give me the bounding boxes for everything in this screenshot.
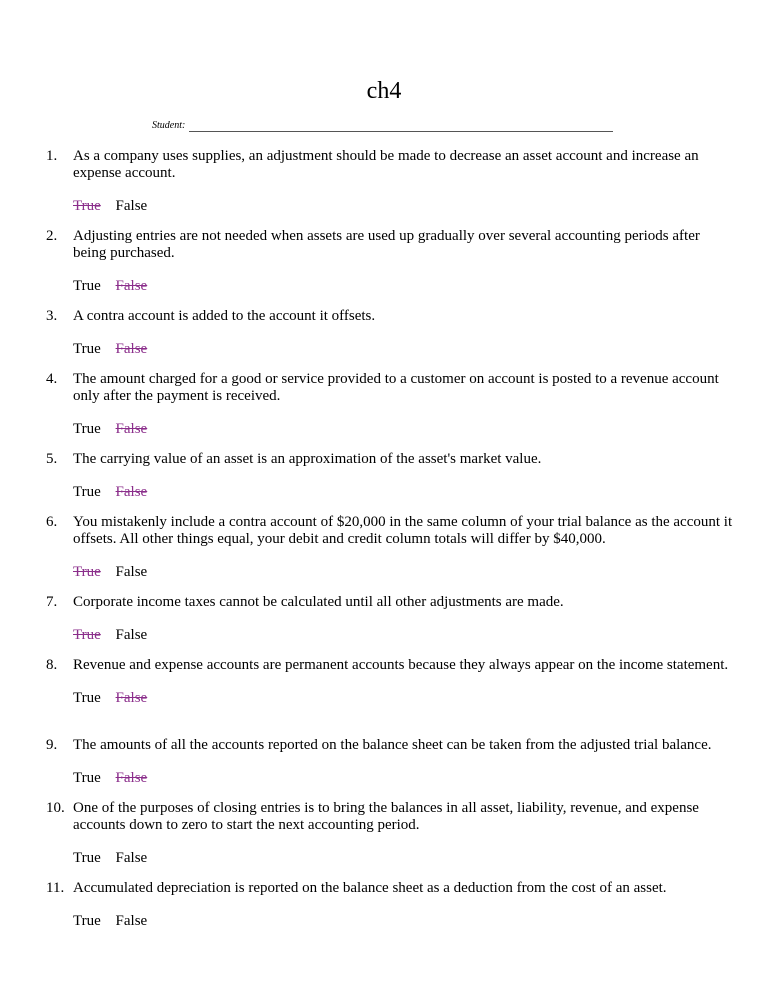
question-item <box>34 800 734 867</box>
question-item <box>34 594 734 644</box>
question-item <box>34 880 734 930</box>
question-item <box>34 228 734 295</box>
question-text: Corporate income taxes cannot be calculated until all other adjustments are made. <box>73 594 564 610</box>
option-false[interactable]: False <box>115 690 148 706</box>
question-number: 11. <box>46 880 65 896</box>
answer-options <box>73 913 734 930</box>
option-false[interactable]: False <box>115 913 148 929</box>
option-true[interactable]: True <box>73 484 101 500</box>
question-text: The amounts of all the accounts reported on the balance sheet can be taken from the adjusted trial balance. <box>73 737 712 753</box>
option-false[interactable]: False <box>115 484 148 500</box>
question-number: 9. <box>46 737 58 753</box>
option-false[interactable]: False <box>115 627 148 643</box>
answer-options <box>73 484 734 501</box>
question-number: 5. <box>46 451 58 467</box>
question-text: Accumulated depreciation is reported on the balance sheet as a deduction from the cost of an asset. <box>73 880 667 896</box>
option-true[interactable]: True <box>73 564 101 580</box>
question-item <box>34 737 734 787</box>
page-title: ch4 <box>366 78 402 104</box>
question-number: 1. <box>46 148 58 164</box>
question-item <box>34 148 734 215</box>
question-number: 4. <box>46 371 58 387</box>
question-text: Revenue and expense accounts are permanent accounts because they always appear on the income statement. <box>73 657 729 673</box>
option-true[interactable]: True <box>73 421 101 437</box>
option-true[interactable]: True <box>73 913 101 929</box>
option-true[interactable]: True <box>73 278 101 294</box>
option-false[interactable]: False <box>115 421 148 437</box>
answer-options <box>73 421 734 438</box>
question-text: A contra account is added to the account it offsets. <box>73 308 376 324</box>
question-item <box>34 657 734 707</box>
question-text: The carrying value of an asset is an approximation of the asset's market value. <box>73 451 542 467</box>
answer-options <box>73 627 734 644</box>
option-true[interactable]: True <box>73 341 101 357</box>
answer-options <box>73 278 734 295</box>
answer-options <box>73 690 734 707</box>
question-number: 10. <box>46 800 65 816</box>
answer-options <box>73 850 734 867</box>
question-item <box>34 514 734 581</box>
option-true[interactable]: True <box>73 770 101 786</box>
answer-options <box>73 341 734 358</box>
option-false[interactable]: False <box>115 770 148 786</box>
option-false[interactable]: False <box>115 198 148 214</box>
option-false[interactable]: False <box>115 341 148 357</box>
question-text: The amount charged for a good or service provided to a customer on account is posted to a revenue account only after the payment is received. <box>73 371 719 404</box>
question-number: 3. <box>46 308 58 324</box>
question-number: 8. <box>46 657 58 673</box>
question-text: You mistakenly include a contra account of $20,000 in the same column of your trial balance as the account it offsets. All other things equal, your debit and credit column totals will differ by $40,000. <box>73 514 733 547</box>
question-item <box>34 451 734 501</box>
option-false[interactable]: False <box>115 564 148 580</box>
student-name-line[interactable] <box>189 122 613 132</box>
option-true[interactable]: True <box>73 198 101 214</box>
question-number: 2. <box>46 228 58 244</box>
question-number: 6. <box>46 514 58 530</box>
answer-options <box>73 564 734 581</box>
question-number: 7. <box>46 594 58 610</box>
answer-options <box>73 770 734 787</box>
option-true[interactable]: True <box>73 690 101 706</box>
question-text: Adjusting entries are not needed when assets are used up gradually over several accounting periods after being purchased. <box>73 228 700 261</box>
student-label: Student: <box>152 120 186 131</box>
student-name-row <box>152 120 613 132</box>
question-text: As a company uses supplies, an adjustment should be made to decrease an asset account and increase an expense account. <box>73 148 699 181</box>
question-text: One of the purposes of closing entries is to bring the balances in all asset, liability, revenue, and expense accounts down to zero to start the next accounting period. <box>73 800 699 833</box>
option-false[interactable]: False <box>115 850 148 866</box>
answer-options <box>73 198 734 215</box>
option-false[interactable]: False <box>115 278 148 294</box>
option-true[interactable]: True <box>73 850 101 866</box>
question-item <box>34 308 734 358</box>
option-true[interactable]: True <box>73 627 101 643</box>
question-item <box>34 371 734 438</box>
